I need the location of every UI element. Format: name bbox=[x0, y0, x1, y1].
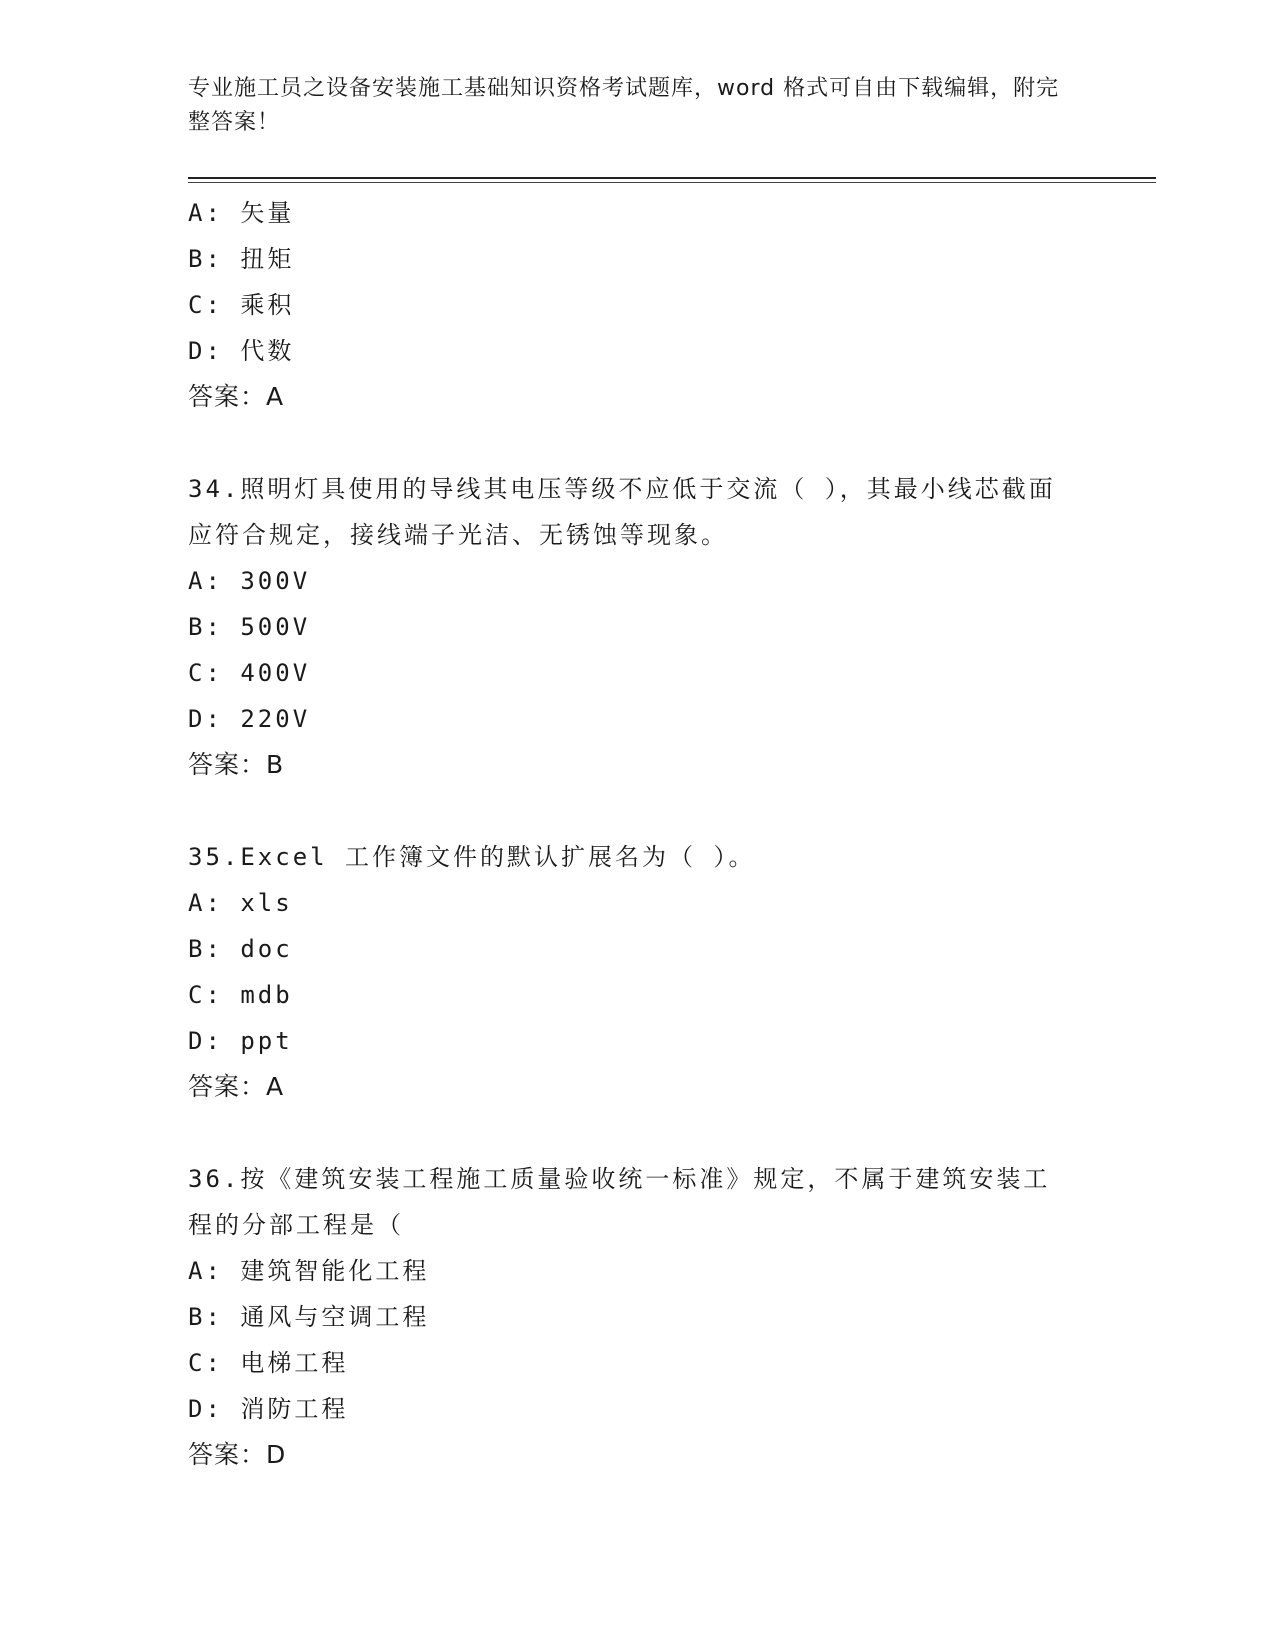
question-block-33 bbox=[188, 190, 1088, 420]
question-stem: 35.Excel 工作簿文件的默认扩展名为（ ）。 bbox=[188, 843, 756, 871]
spacer bbox=[188, 420, 1088, 466]
question-block-35 bbox=[188, 834, 1088, 1110]
option-a: A: xls bbox=[188, 889, 293, 917]
spacer bbox=[188, 1110, 1088, 1156]
question-block-34 bbox=[188, 466, 1088, 788]
spacer bbox=[188, 788, 1088, 834]
option-d: D: 220V bbox=[188, 705, 311, 733]
answer-line: 答案：D bbox=[188, 1440, 287, 1469]
option-a: A: 建筑智能化工程 bbox=[188, 1257, 430, 1285]
header-divider-thick bbox=[188, 177, 1156, 179]
question-stem: 34.照明灯具使用的导线其电压等级不应低于交流（ ），其最小线芯截面应符合规定，接线端子光洁、无锈蚀等现象。 bbox=[188, 475, 1056, 549]
option-d: D: 消防工程 bbox=[188, 1395, 349, 1423]
option-d: D: ppt bbox=[188, 1027, 293, 1055]
question-list bbox=[188, 190, 1088, 1478]
option-b: B: 通风与空调工程 bbox=[188, 1303, 430, 1331]
option-d: D: 代数 bbox=[188, 337, 295, 365]
answer-line: 答案：B bbox=[188, 750, 285, 779]
answer-line: 答案：A bbox=[188, 1072, 285, 1101]
option-b: B: 扭矩 bbox=[188, 245, 295, 273]
option-a: A: 300V bbox=[188, 567, 311, 595]
option-c: C: mdb bbox=[188, 981, 293, 1009]
option-c: C: 乘积 bbox=[188, 291, 295, 319]
option-a: A: 矢量 bbox=[188, 199, 295, 227]
document-header: 专业施工员之设备安装施工基础知识资格考试题库，word 格式可自由下载编辑，附完整答案！ bbox=[188, 76, 1060, 135]
option-c: C: 400V bbox=[188, 659, 311, 687]
question-block-36 bbox=[188, 1156, 1088, 1478]
option-c: C: 电梯工程 bbox=[188, 1349, 349, 1377]
header-divider-thin bbox=[188, 182, 1156, 183]
answer-line: 答案：A bbox=[188, 382, 285, 411]
option-b: B: doc bbox=[188, 935, 293, 963]
option-b: B: 500V bbox=[188, 613, 311, 641]
question-stem: 36.按《建筑安装工程施工质量验收统一标准》规定，不属于建筑安装工程的分部工程是（ bbox=[188, 1165, 1051, 1239]
